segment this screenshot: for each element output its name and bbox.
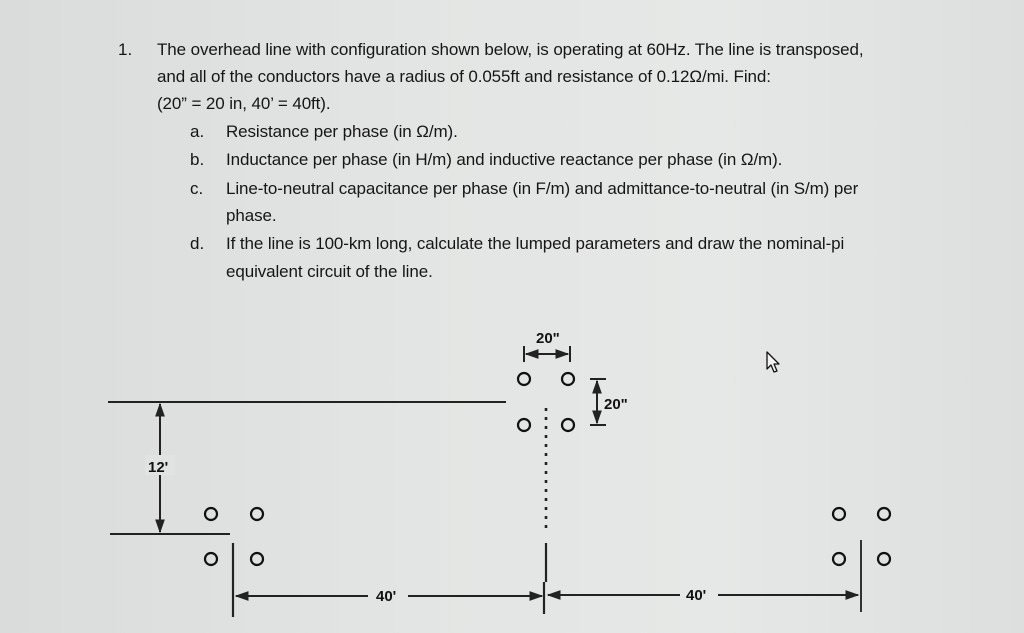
height-dimension bbox=[145, 404, 175, 532]
part-d-letter: d. bbox=[190, 234, 205, 253]
part-c-text-1: Line-to-neutral capacitance per phase (in F/m) and admittance-to-neutral (in S/m) per bbox=[226, 179, 859, 198]
height-label: 12' bbox=[148, 459, 169, 476]
conductor-icon bbox=[833, 553, 845, 565]
conductor-icon bbox=[251, 553, 263, 565]
part-c-letter: c. bbox=[190, 179, 204, 198]
conductor-icon bbox=[833, 508, 845, 520]
conductor-icon bbox=[205, 508, 217, 520]
mouse-pointer-icon bbox=[767, 352, 779, 372]
part-a-text: Resistance per phase (in Ω/m). bbox=[226, 122, 458, 141]
conductor-icon bbox=[518, 419, 530, 431]
middle-bundle bbox=[518, 373, 574, 431]
conductor-icon bbox=[878, 508, 890, 520]
horizontal-spacing-dimension bbox=[524, 330, 570, 362]
conductor-icon bbox=[251, 508, 263, 520]
conductor-icon bbox=[878, 553, 890, 565]
part-a-letter: a. bbox=[190, 122, 205, 141]
part-c-text-2: phase. bbox=[226, 206, 277, 225]
left-phase-spacing-dimension bbox=[236, 588, 542, 605]
intro-line-1: The overhead line with configuration shown below, is operating at 60Hz. The line is transposed, bbox=[157, 40, 864, 59]
right-phase-spacing-label: 40' bbox=[686, 587, 707, 604]
conductor-icon bbox=[518, 373, 530, 385]
conductor-icon bbox=[562, 419, 574, 431]
problem-number: 1. bbox=[118, 40, 133, 59]
horizontal-spacing-label: 20" bbox=[536, 330, 560, 347]
part-b-text: Inductance per phase (in H/m) and inductive reactance per phase (in Ω/m). bbox=[226, 150, 783, 169]
left-phase-spacing-label: 40' bbox=[376, 588, 397, 605]
vertical-spacing-dimension bbox=[590, 379, 628, 425]
intro-line-3: (20” = 20 in, 40’ = 40ft). bbox=[157, 94, 331, 113]
part-d-text-1: If the line is 100-km long, calculate the lumped parameters and draw the nominal-pi bbox=[226, 234, 845, 253]
conductor-icon bbox=[562, 373, 574, 385]
conductor-icon bbox=[205, 553, 217, 565]
right-phase-spacing-dimension bbox=[548, 587, 858, 604]
part-b-letter: b. bbox=[190, 150, 205, 169]
vertical-spacing-label: 20" bbox=[604, 396, 628, 413]
part-d-text-2: equivalent circuit of the line. bbox=[226, 262, 433, 281]
intro-line-2: and all of the conductors have a radius of 0.055ft and resistance of 0.12Ω/mi. Find: bbox=[157, 67, 771, 86]
